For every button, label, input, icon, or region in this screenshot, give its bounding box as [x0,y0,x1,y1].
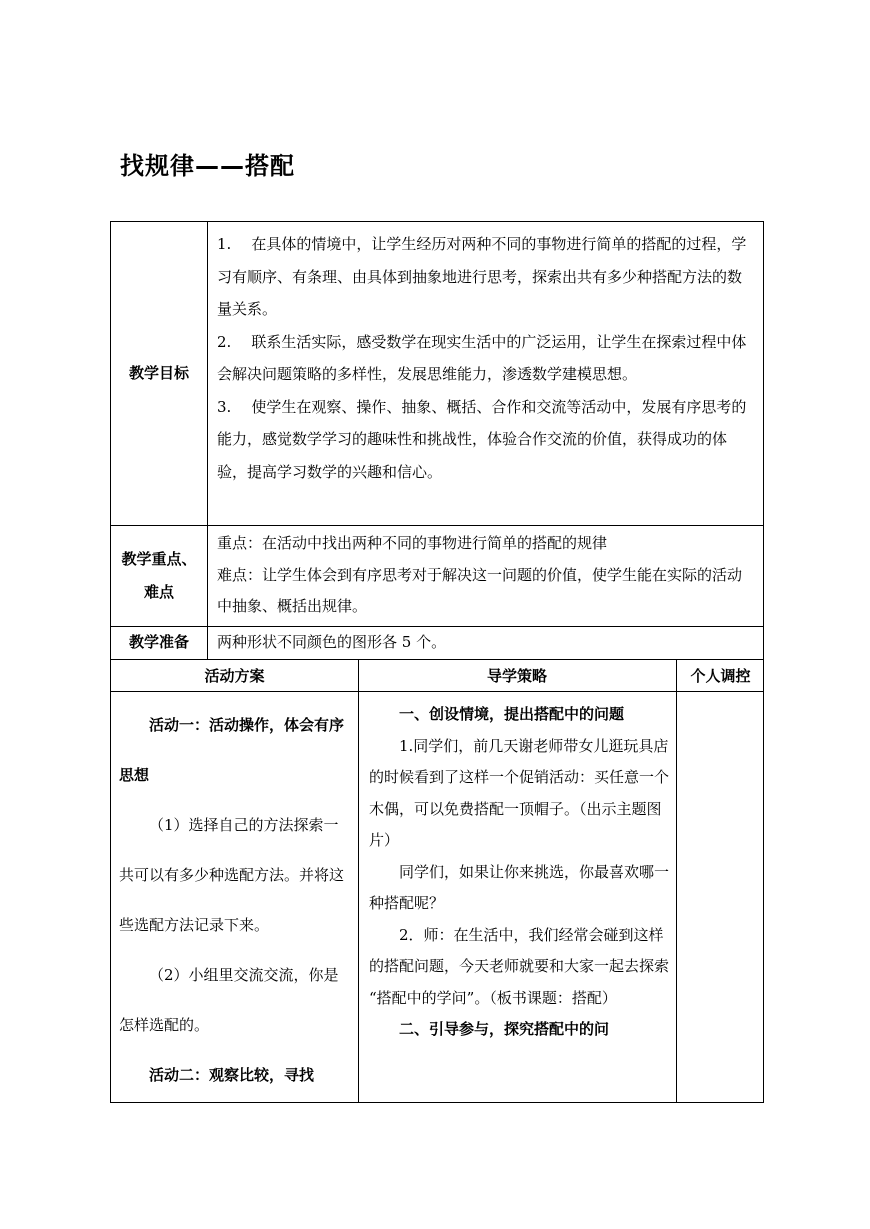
guide-section-title: 一、创设情境，提出搭配中的问题 [399,705,625,723]
goal-number: 2. [217,332,232,351]
goal-number: 1. [217,235,232,253]
column-header-text: 个人调控 [690,666,751,685]
activity-step: （2）小组里交流交流，你是怎样选配的。 [119,966,339,1034]
activity-step: （1）选择自己的方法探索一共可以有多少种选配方法。并将这些选配方法记录下来。 [119,816,345,934]
goals-label-text: 教学目标 [128,364,189,382]
difficulty-point: 难点：让学生体会到有序思考对于解决这一问题的价值，使学生能在实际的活动中抽象、概括出规律。 [217,565,743,615]
guide-paragraph: 2．师：在生活中，我们经常会碰到这样的搭配问题，今天老师就要和大家一起去探索 “搭配中的学问”。（板书课题：搭配） [369,925,670,1007]
column-header-text: 导学策略 [486,666,547,685]
guide-paragraph: 同学们，如果让你来挑选，你最喜欢哪一种搭配呢？ [369,862,670,912]
goal-text: 使学生在观察、操作、抽象、概括、合作和交流等活动中，发展有序思考的能力，感觉数学学习的趣味性和挑战性，体验合作交流的价值，获得成功的体验，提高学习数学的兴趣和信心。 [217,397,747,481]
goal-item [217,391,747,489]
key-point: 重点：在活动中找出两种不同的事物进行简单的搭配的规律 [217,534,608,552]
goal-item [217,228,747,326]
guide-paragraph: 1.同学们，前几天谢老师带女儿逛玩具店的时候看到了这样一个促销活动：买任意一个木偶，可以免费搭配一顶帽子。（出示主题图片） [369,736,670,849]
guide-section-title: 二、引导参与，探究搭配中的问 [399,1020,610,1038]
keypoints-content [217,528,747,623]
keypoints-label [115,525,203,626]
prep-label [111,626,207,659]
activity-title: 活动二：观察比较，寻找 [149,1066,315,1084]
prep-label-text: 教学准备 [128,633,189,651]
guide-content [369,699,669,1046]
document-title: 找规律——搭配 [120,152,295,180]
activity-title: 活动一：活动操作，体会有序思想 [119,716,345,784]
prep-content: 两种形状不同颜色的图形各 5 个。 [217,633,447,651]
column-header-text: 活动方案 [204,666,265,685]
column-header-activities [111,659,358,691]
row-divider [111,525,763,526]
goal-number: 3. [217,397,232,416]
goal-item [217,326,747,391]
row-divider [111,691,763,692]
control-cell [676,691,764,1103]
activities-content [119,700,352,1100]
keypoints-label-text: 教学重点、难点 [121,549,197,601]
lesson-plan-table [110,221,764,1103]
goal-text: 在具体的情境中，让学生经历对两种不同的事物进行简单的搭配的过程，学习有顺序、有条理、由具体到抽象地进行思考，探索出共有多少种搭配方法的数量关系。 [217,235,747,318]
goals-label [111,222,207,525]
goals-content [217,228,747,488]
column-divider [358,659,359,1103]
goal-text: 联系生活实际，感受数学在现实生活中的广泛运用，让学生在探索过程中体会解决问题策略的多样性，发展思维能力，渗透数学建模思想。 [217,332,747,383]
column-divider [207,222,208,659]
column-header-control [676,659,764,691]
column-header-guide [358,659,676,691]
